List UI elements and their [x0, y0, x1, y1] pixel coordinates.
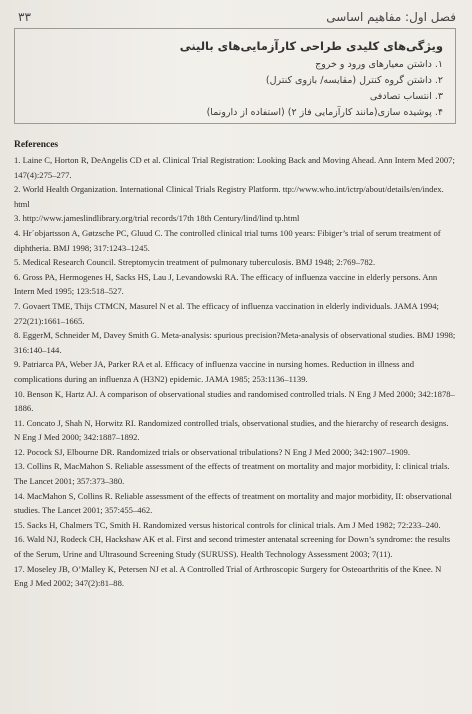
reference-line: Intern Med 1995; 123:518–527.: [14, 286, 124, 297]
box-list: [207, 57, 443, 121]
reference-line: html: [14, 198, 30, 209]
reference-line: N Eng J Med 2000; 342:1887–1892.: [14, 432, 140, 443]
key-features-box: [14, 28, 456, 124]
reference-line: Eng J Med 2002; 347(2):81–88.: [14, 578, 125, 589]
box-title: ویژگی‌های کلیدی طراحی کارآزمایی‌های بالینی: [179, 39, 443, 53]
reference-line: studies. The Lancet 2001; 357:455–462.: [14, 505, 153, 516]
box-item: ۱. داشتن معیارهای ورود و خروج: [315, 59, 443, 70]
reference-line: 14. MacMahon S, Collins R. Reliable assessment of the effects of treatment on mortality and major morbidity, II: observational: [14, 490, 452, 501]
reference-line: of the Serum, Urine and Ultrasound Screening Study (SURUSS). Health Technology Assessment 2003; 7(11).: [14, 549, 393, 560]
reference-list: [14, 153, 472, 591]
reference-line: 10. Benson K, Hartz AJ. A comparison of observational studies and randomised controlled trials. N Eng J Med 2000; 342:1878–: [14, 388, 455, 399]
reference-line: 147(4):275–277.: [14, 169, 72, 180]
reference-line: 4. Hr´objartsson A, Gøtzsche PC, Gluud C. The controlled clinical trial turns 100 years: Fibiger’s trial of serum treatment of: [14, 227, 441, 238]
reference-line: 8. EggerM, Schneider M, Davey Smith G. Meta-analysis: spurious precision?Meta-analysis of observational studies. BMJ 1998;: [14, 330, 456, 341]
reference-line: 272(21):1661–1665.: [14, 315, 85, 326]
chapter-title: فصل اول: مفاهیم اساسی: [326, 10, 456, 24]
reference-line: 12. Pocock SJ, Elbourne DR. Randomized trials or observational tribulations? N Eng J Med 2000; 342:1907–1909.: [14, 446, 410, 457]
reference-line: 13. Collins R, MacMahon S. Reliable assessment of the effects of treatment on mortality and major morbidity, I: clinical trials.: [14, 461, 450, 472]
reference-line: 6. Gross PA, Hermogenes H, Sacks HS, Lau J, Levandowski RA. The efficacy of influenza vaccine in elderly persons. Ann: [14, 271, 438, 282]
references-heading: References: [14, 140, 59, 150]
reference-line: 7. Govaert TME, Thijs CTMCN, Masurel N et al. The efficacy of influenza vaccination in elderly individuals. JAMA 1994;: [14, 300, 439, 311]
reference-line: 17. Moseley JB, O’Malley K, Petersen NJ et al. A Controlled Trial of Arthroscopic Surgery for Osteoarthritis of the Knee. N: [14, 563, 442, 574]
reference-line: The Lancet 2001; 357:373–380.: [14, 476, 125, 487]
reference-line: 5. Medical Research Council. Streptomycin treatment of pulmonary tuberculosis. BMJ 1948; 2:769–782.: [14, 257, 376, 268]
reference-line: 11. Concato J, Shah N, Horwitz RI. Randomized controlled trials, observational studies, and the hierarchy of research designs.: [14, 417, 449, 428]
box-item: ۳. انتساب تصادفی: [369, 91, 443, 102]
reference-line: 9. Patriarca PA, Weber JA, Parker RA et al. Efficacy of influenza vaccine in nursing homes. Reduction in illness and: [14, 359, 415, 370]
page-header: [14, 6, 456, 28]
box-item: ۲. داشتن گروه کنترل (مقایسه/ بازوی کنترل): [265, 75, 443, 86]
reference-line: diphtheria. BMJ 1998; 317:1243–1245.: [14, 242, 150, 253]
reference-line: 3. http://www.jameslindlibrary.org/trial records/17th 18th Century/lind/lind tp.html: [14, 213, 300, 224]
reference-line: 2. World Health Organization. International Clinical Trials Registry Platform. ttp://www.who.int/ictrp/about/details/en/index.: [14, 184, 444, 195]
reference-line: 1. Laine C, Horton R, DeAngelis CD et al. Clinical Trial Registration: Looking Back and Moving Ahead. Ann Intern Med 2007;: [14, 155, 455, 165]
reference-line: 16. Wald NJ, Rodeck CH, Hackshaw AK et al. First and second trimester antenatal screening for Down’s syndrome: the results: [14, 534, 451, 545]
references-section: [14, 140, 472, 591]
box-item: ۴. پوشیده سازی(مانند کارآزمایی فاز ۲) (استفاده از دارونما): [206, 107, 443, 118]
reference-line: complications during an influenza A (H3N2) epidemic. JAMA 1985; 253:1136–1139.: [14, 373, 308, 384]
reference-line: 1886.: [14, 403, 34, 414]
page-number: ۳۳: [18, 10, 31, 24]
reference-line: 316:140–144.: [14, 344, 62, 355]
reference-line: 15. Sacks H, Chalmers TC, Smith H. Randomized versus historical controls for clinical trials. Am J Med 1982; 72:233–240.: [14, 519, 441, 530]
